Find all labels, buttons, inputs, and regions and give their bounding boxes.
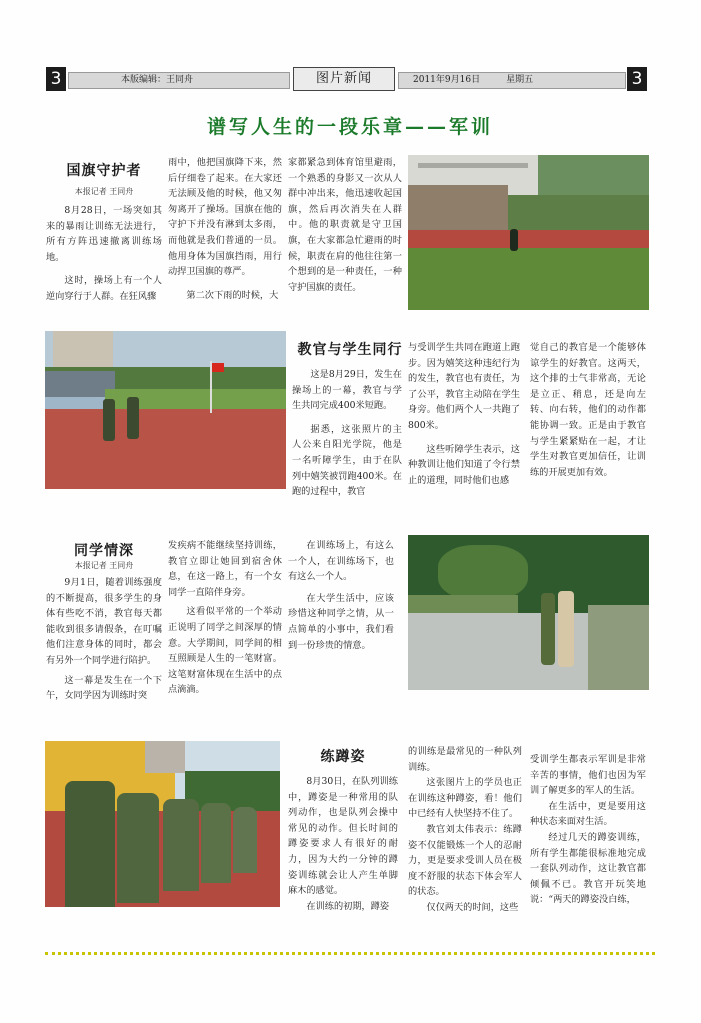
paragraph: 觉自己的教官是一个能够体谅学生的好教官。这两天，这个排的士气非常高，无论是立正、稍息，还是向左转、向右转，他们的动作都能协调一致。正是由于教官与学生紧紧贴在一起，才让学生对教官更加信任，让训练的开展更加有效。 — [530, 342, 646, 478]
paragraph: 家都紧急到体育馆里避雨，一个熟悉的身影又一次从人群中冲出来，他迅速收起国旗，然后再次消失在人群中。他的职责就是守卫国旗，在大家都急忙避雨的时候，职责在肩的他往往第一个想到的是一种责任，一种守护国旗的责任。 — [288, 157, 402, 293]
paragraph: 第二次下雨的时候，大 — [186, 289, 279, 301]
paragraph: 8月30日，在队列训练中，蹲姿是一种常用的队列动作，也是队列会操中常见的动作。但长时间的蹲姿要求人有很好的耐力，因为大约一分钟的蹲姿训练就会让人产生单脚麻木的感觉。 — [288, 776, 398, 897]
paragraph: 与受训学生共同在跑道上跑步。因为嬉笑这种违纪行为的发生，教官也有责任，为了公平，教官主动陪在学生身旁。他们两个人一共跑了800米。 — [408, 342, 520, 431]
article4-col3 — [530, 752, 646, 908]
paragraph: 发疾病不能继续坚持训练，教官立即让她回到宿舍休息，在这一路上，有一个女同学一直陪伴身旁。 — [168, 540, 282, 598]
paragraph: 经过几天的蹲姿训练，所有学生都能很标准地完成一套队列动作，这让教官都倾佩不已。教官开玩笑地说：“两天的蹲姿没白练， — [530, 831, 646, 906]
paragraph: 这时，操场上有一个人逆向穿行于人群。在狂风骤 — [46, 275, 162, 302]
article1-col1 — [46, 203, 162, 305]
paragraph: 在生活中，更是要用这种状态来面对生活。 — [530, 800, 646, 828]
article1-heading: 国旗守护者 — [66, 163, 142, 179]
paragraph: 雨中，他把国旗降下来，然后仔细卷了起来。在大家还无法顾及他的时候，他又匆匆离开了操场。国旗在他的守护下并没有淋到太多雨，而他就是我们普通的一员。他用身体为国旗挡雨，用行动捍卫国旗的尊严。 — [168, 157, 282, 278]
page-title: 谱写人生的一段乐章——军训 — [206, 116, 493, 138]
paragraph: 这一幕是发生在一个下午，女同学因为训练时突 — [46, 674, 162, 702]
paragraph: 在训练的初期，蹲姿 — [306, 900, 390, 912]
paragraph: 在训练场上，有这么一个人，在训练场下，也有这么一个人。 — [288, 540, 394, 583]
paragraph: 据悉，这张照片的主人公来自阳光学院，他是一名听障学生，由于在队列中嬉笑被罚跑400米。在跑的过程中，教官 — [292, 423, 402, 498]
article4-heading: 练蹲姿 — [320, 749, 366, 765]
article2-col1 — [292, 367, 402, 500]
paragraph: 9月1日，随着训练强度的不断提高，很多学生的身体有些吃不消，教官每天都能收到很多请假条，在叮嘱他们注意身体的同时，都会有另外一个同学进行陪护。 — [46, 577, 162, 666]
paragraph: 这是8月29日，发生在操场上的一幕，教官与学生共同完成400米短跑。 — [292, 369, 402, 412]
editor-bar — [68, 72, 290, 89]
date-bar — [398, 72, 626, 89]
section-label: 图片新闻 — [293, 67, 395, 91]
photo-classmates-walking — [408, 535, 649, 690]
article1-col2 — [168, 155, 282, 303]
paragraph: 的训练是最常见的一种队列训练。 — [408, 746, 522, 773]
issue-date: 2011年9月16日 — [413, 75, 481, 85]
article3-col1 — [46, 575, 162, 704]
article2-col3 — [530, 340, 646, 480]
paragraph: 受训学生都表示军训是非常辛苦的事情，他们也因为军训了解更多的军人的生活。 — [530, 754, 646, 797]
article1-col3 — [288, 155, 402, 295]
paragraph: 在大学生活中，应该珍惜这种同学之情，从一点简单的小事中，我们看到一份珍贵的情意。 — [288, 592, 394, 651]
article3-byline: 本报记者 王同舟 — [74, 561, 134, 570]
paragraph: 教官刘太伟表示：练蹲姿不仅能锻炼一个人的忍耐力，更是要求受训人员在极度不舒服的状态下体会军人的状态。 — [408, 823, 522, 898]
photo-flag-guard — [408, 155, 649, 310]
article4-col2 — [408, 744, 522, 916]
article2-heading: 教官与学生同行 — [297, 342, 403, 358]
article3-col3 — [288, 538, 394, 653]
photo-squat-training — [45, 741, 280, 907]
article1-byline: 本报记者 王同舟 — [74, 187, 134, 196]
article4-col1 — [288, 774, 398, 914]
article2-col2 — [408, 340, 520, 488]
photo-running-together — [45, 331, 286, 489]
paragraph: 这些听障学生表示，这种教训让他们知道了令行禁止的道理，同时他们也感 — [408, 443, 520, 486]
footer-divider — [45, 952, 655, 955]
page-number-left: 3 — [46, 67, 66, 91]
paragraph: 8月28日，一场突如其来的暴雨让训练无法进行，所有方阵迅速撤离训练场地。 — [46, 205, 162, 263]
issue-weekday: 星期五 — [506, 75, 534, 85]
paragraph: 仅仅两天的时间，这些 — [426, 901, 519, 913]
paragraph: 这张图片上的学员也正在训练这种蹲姿，看！他们中已经有人快坚持不住了。 — [408, 777, 522, 820]
article3-heading: 同学情深 — [74, 543, 134, 559]
article3-col2 — [168, 538, 282, 698]
editor-credit: 本版编辑：王同舟 — [121, 75, 194, 85]
page-number-right: 3 — [627, 67, 647, 91]
paragraph: 这看似平常的一个举动正说明了同学之间深厚的情意。大学期间，同学间的相互照顾是人生的一笔财富。这笔财富体现在生活中的点点滴滴。 — [168, 606, 282, 696]
